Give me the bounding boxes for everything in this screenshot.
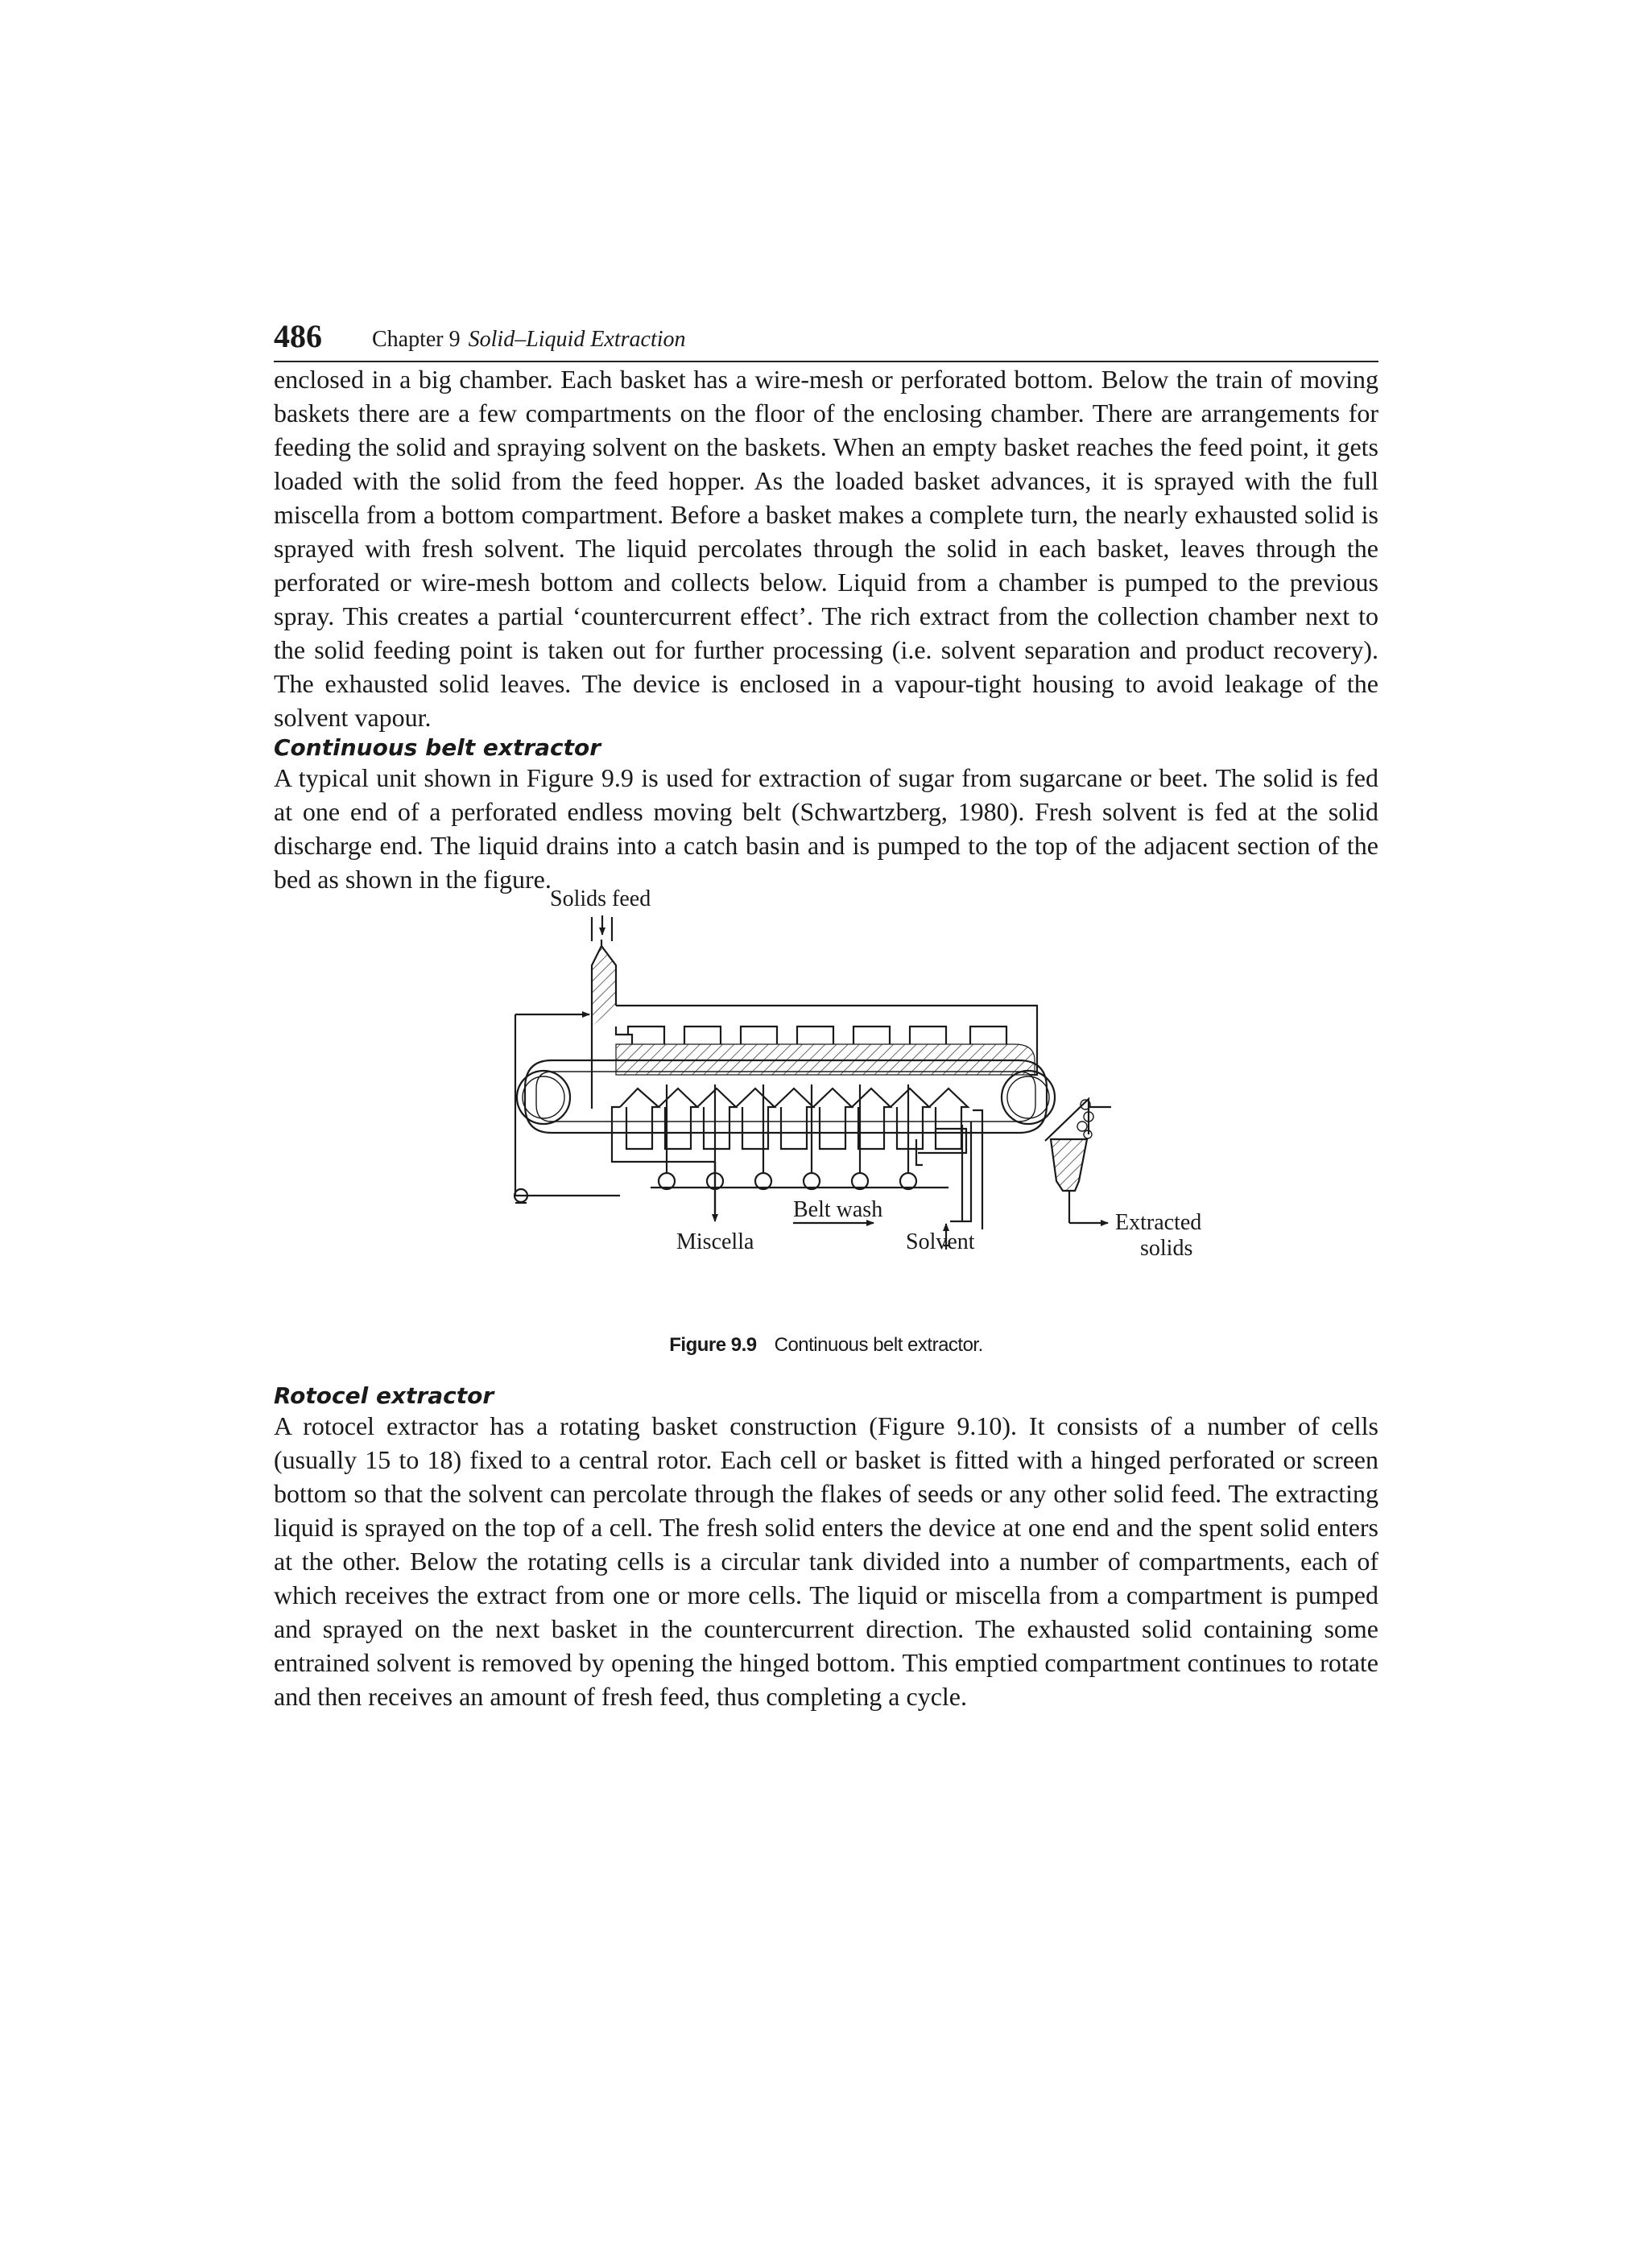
figure-caption xyxy=(274,1334,1378,1357)
label-miscella: Miscella xyxy=(676,1229,754,1254)
catch-basin-6 xyxy=(813,1089,852,1149)
spray-header-7 xyxy=(970,1027,1006,1044)
catch-basin-1 xyxy=(620,1089,659,1149)
chapter-title: Solid–Liquid Extraction xyxy=(468,327,686,352)
chapter-label xyxy=(372,327,686,353)
recycle-line xyxy=(515,1014,620,1196)
label-belt-wash: Belt wash xyxy=(793,1197,883,1222)
belt-extractor-diagram xyxy=(274,886,1378,1326)
running-head xyxy=(274,319,1378,362)
spray-header-4 xyxy=(797,1027,833,1044)
catch-basin-3 xyxy=(697,1089,736,1149)
figure-caption-text: Continuous belt extractor. xyxy=(774,1334,983,1356)
label-solids-feed: Solids feed xyxy=(550,886,651,911)
miscella-line xyxy=(612,1107,715,1162)
page xyxy=(274,319,1378,1713)
catch-basin-2 xyxy=(659,1089,697,1149)
spray-header-1 xyxy=(616,1027,632,1044)
spray-header-5 xyxy=(853,1027,890,1044)
figure-continuous-belt-extractor xyxy=(274,886,1378,1382)
spray-header-3 xyxy=(741,1027,777,1044)
catch-basin-7 xyxy=(852,1089,891,1149)
figure-number: Figure 9.9 xyxy=(669,1334,757,1356)
label-solvent: Solvent xyxy=(906,1229,975,1254)
section-heading-belt: Continuous belt extractor xyxy=(274,734,601,761)
rotocel-paragraph: A rotocel extractor has a rotating basket construction (Figure 9.10). It consists of a number of cells (usually 15 to 18) fixed to a central rotor. Each cell or basket is fitted with a hinged perforated or screen bottom so that the solvent can percolate through the flakes of seeds or any other solid feed. The extracting liquid is sprayed on the top of a cell. The fresh solid enters the device at one end and the spent solid enters at the other. Below the rotating cells is a circular tank divided into a number of compartments, each of which receives the extract from one or more cells. The liquid or miscella from a compartment is pumped and sprayed on the next basket in the countercurrent direction. The exhausted solid containing some entrained solvent is removed by opening the hinged bottom. This emptied compartment continues to rotate and then receives an amount of fresh feed, thus completing a cycle. xyxy=(274,1411,1378,1711)
belt-paragraph: A typical unit shown in Figure 9.9 is used for extraction of sugar from sugarcane or beet. The solid is fed at one end of a perforated endless moving belt (Schwartzberg, 1980). Fresh solvent is fed at the solid discharge end. The liquid drains into a catch basin and is pumped to the top of the adjacent section of the bed as shown in the figure. xyxy=(274,763,1378,894)
catch-basin-8 xyxy=(891,1089,929,1149)
label-solids: solids xyxy=(1140,1236,1193,1261)
catch-basin-5 xyxy=(775,1089,813,1149)
section-heading-rotocel: Rotocel extractor xyxy=(274,1382,494,1409)
spray-header-2 xyxy=(684,1027,721,1044)
label-extracted: Extracted xyxy=(1115,1210,1202,1235)
feed-hopper xyxy=(592,946,616,1027)
page-number: 486 xyxy=(274,318,322,354)
spray-header-6 xyxy=(910,1027,946,1044)
chapter-number: Chapter 9 xyxy=(372,327,461,352)
catch-basin-4 xyxy=(736,1089,775,1149)
intro-paragraph: enclosed in a big chamber. Each basket has a wire-mesh or perforated bottom. Below the train of moving baskets there are a few compartments on the floor of the enclosing chamber. There are arrangements for feeding the solid and spraying solvent on the baskets. When an empty basket reaches the feed point, it gets loaded with the solid from the feed hopper. As the loaded basket advances, it is sprayed with the full miscella from a bottom compartment. Before a basket makes a complete turn, the nearly exhausted solid is sprayed with fresh solvent. The liquid percolates through the solid in each basket, leaves through the perforated or wire-mesh bottom and collects below. Liquid from a chamber is pumped to the previous spray. This creates a partial ‘countercurrent effect’. The rich extract from the collection chamber next to the solid feeding point is taken out for further processing (i.e. solvent separation and product recovery). The exhausted solid leaves. The device is enclosed in a vapour-tight housing to avoid leakage of the solvent vapour. xyxy=(274,365,1378,732)
discharge-chute xyxy=(1051,1139,1087,1191)
